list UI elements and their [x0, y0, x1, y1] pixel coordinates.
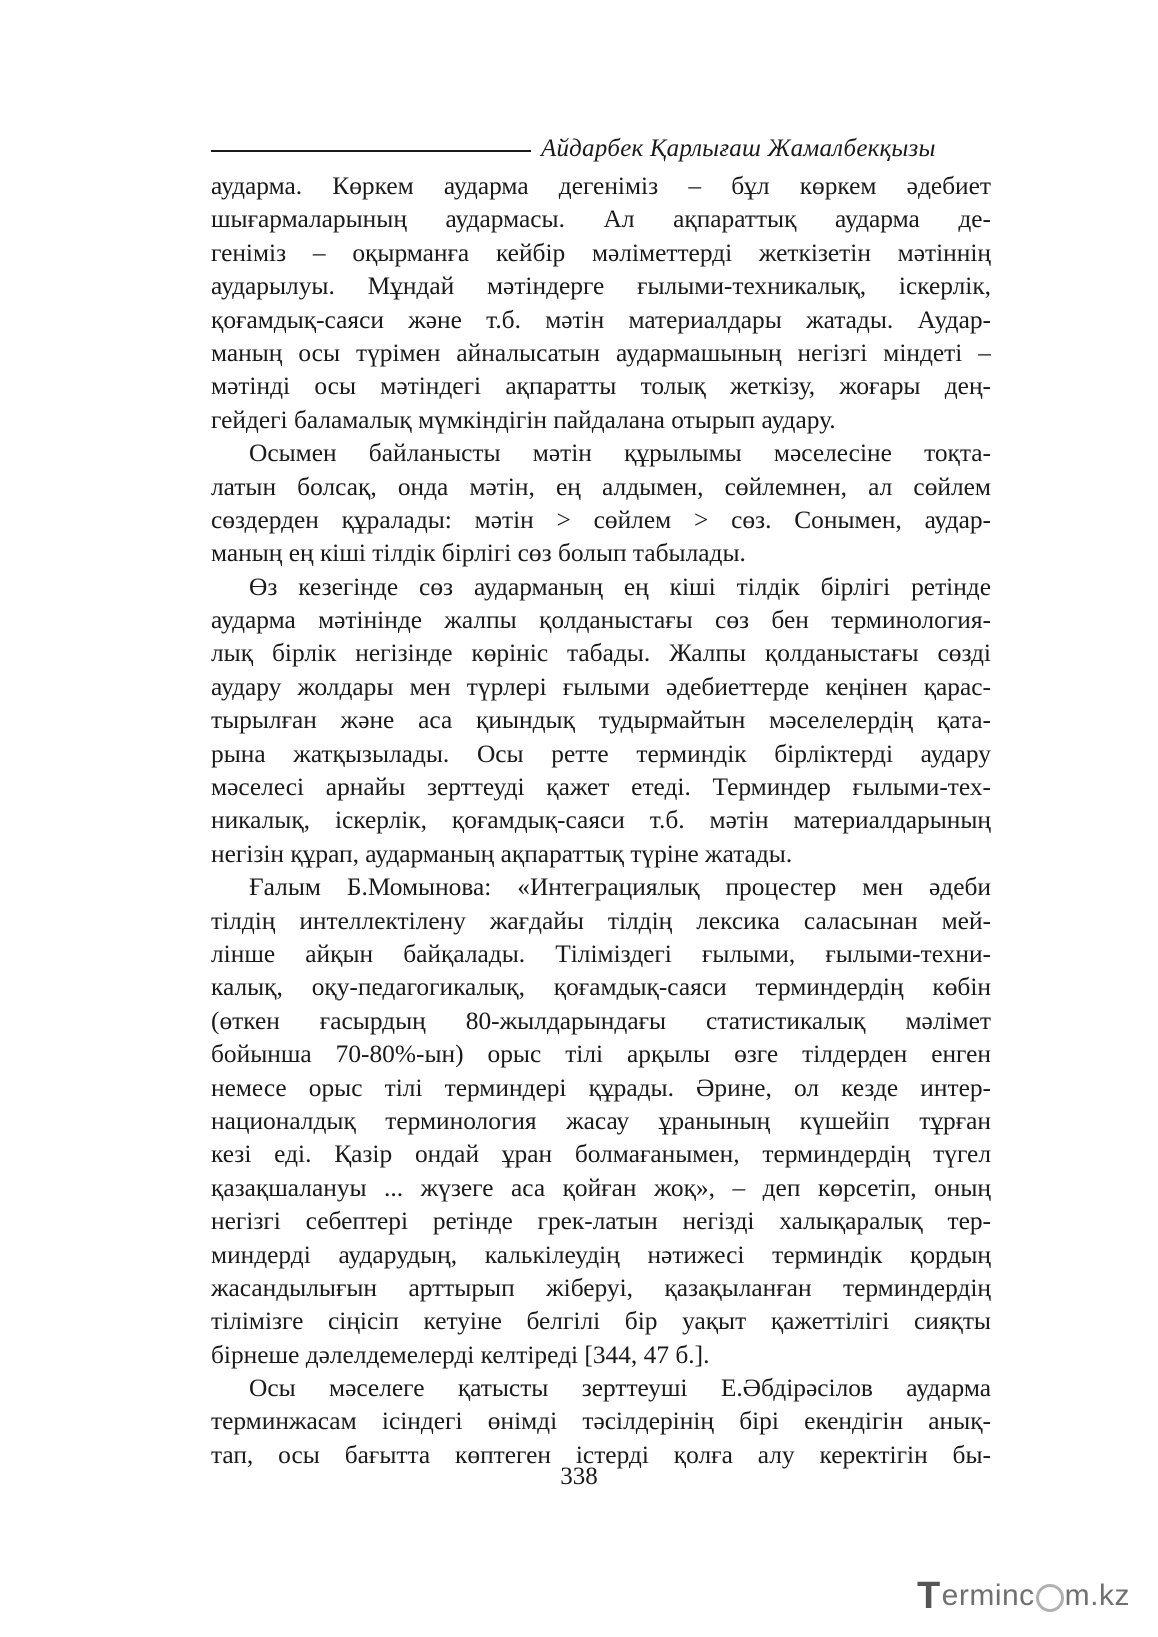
watermark-suffix: m.kz: [1064, 1579, 1130, 1612]
text-line: лық бірлік негізінде көрініс табады. Жалпы қолданыстағы сөзді: [211, 639, 991, 668]
paragraph: [211, 871, 991, 1372]
text-line: аударма мәтінінде жалпы қолданыстағы сөз бен терминология-: [211, 606, 991, 635]
watermark-middle: erminc: [941, 1579, 1035, 1612]
text-line: бірнеше дәлелдемелерді келтіреді [344, 47 б.].: [211, 1340, 710, 1369]
text-line: латын болсақ, онда мәтін, ең алдымен, сөйлемнен, ал сөйлем: [211, 472, 991, 501]
text-line: сөздерден құралады: мәтін > сөйлем > сөз. Сонымен, аудар-: [211, 505, 991, 534]
page-number: 338: [560, 1463, 598, 1490]
text-line: рына жатқызылады. Осы ретте терминдік бірліктерді аудару: [211, 739, 991, 768]
text-line: маның ең кіші тілдік бірлігі сөз болып табылады.: [211, 539, 746, 568]
paragraph: [211, 1372, 991, 1472]
circle-icon: [1036, 1584, 1064, 1612]
text-line: жасандылығын арттырып жіберуі, қазақыланған терминдердің: [211, 1273, 991, 1302]
text-line: гейдегі баламалық мүмкіндігін пайдалана отырып аудару.: [211, 405, 836, 434]
text-line: тілімізге сіңісіп кетуіне белгілі бір уақыт қажеттілігі сияқты: [211, 1307, 991, 1336]
text-line: тап, осы бағытта көптеген істерді қолға алу керектігін бы-: [211, 1440, 991, 1469]
text-line: лінше айқын байқалады. Тіліміздегі ғылыми, ғылыми-техни-: [211, 939, 991, 968]
watermark-prefix: T: [916, 1574, 941, 1617]
text-line: шығармаларының аудармасы. Ал ақпараттық аударма де-: [211, 205, 991, 234]
paragraph: [211, 437, 991, 571]
text-line: тырылған және аса қиындық тудырмайтын мәселелердің қата-: [211, 706, 991, 735]
text-line: Ғалым Б.Момынова: «Интеграциялық процестер мен әдеби: [249, 873, 991, 902]
text-line: маның осы түрімен айналысатын аудармашының негізгі міндеті –: [211, 338, 991, 367]
text-line: қоғамдық-саяси және т.б. мәтін материалдары жатады. Аудар-: [211, 305, 991, 334]
text-line: никалық, іскерлік, қоғамдық-саяси т.б. мәтін материалдарының: [211, 806, 991, 835]
text-line: Осымен байланысты мәтін құрылымы мәселесіне тоқта-: [249, 439, 991, 468]
text-line: бойынша 70-80%-ын) орыс тілі арқылы өзге тілдерден енген: [211, 1040, 991, 1069]
text-line: негізгі себептері ретінде грек-латын негізді халықаралық тер-: [211, 1207, 991, 1236]
text-line: аударылуы. Мұндай мәтіндерге ғылыми-техникалық, іскерлік,: [211, 272, 991, 301]
text-line: националдық терминология жасау ұранының күшейіп тұрған: [211, 1106, 991, 1135]
watermark-logo: [917, 1573, 1130, 1619]
paragraph: [211, 571, 991, 872]
header-author: Айдарбек Қарлығаш Жамалбекқызы: [541, 135, 936, 162]
text-line: терминжасам ісіндегі өнімді тәсілдерінің бірі екендігін анық-: [211, 1407, 991, 1436]
header-rule: [211, 150, 531, 152]
text-line: аудару жолдары мен түрлері ғылыми әдебиеттерде кеңінен қарас-: [211, 672, 991, 701]
text-line: қазақшалануы ... жүзеге аса қойған жоқ», – деп көрсетіп, оның: [211, 1173, 991, 1202]
text-line: мәселесі арнайы зерттеуді қажет етеді. Терминдер ғылыми-тех-: [211, 773, 991, 802]
running-header: [211, 129, 991, 169]
body-text: [211, 170, 991, 1472]
text-line: немесе орыс тілі терминдері құрады. Әрине, ол кезде интер-: [211, 1073, 991, 1102]
text-line: калық, оқу-педагогикалық, қоғамдық-саяси терминдердің көбін: [211, 973, 991, 1002]
text-line: геніміз – оқырманға кейбір мәліметтерді жеткізетін мәтіннің: [211, 238, 991, 267]
text-line: тілдің интеллектілену жағдайы тілдің лексика саласынан мей-: [211, 906, 991, 935]
paragraph: [211, 170, 991, 437]
text-line: мәтінді осы мәтіндегі ақпаратты толық жеткізу, жоғары дең-: [211, 372, 991, 401]
text-line: (өткен ғасырдың 80-жылдарындағы статистикалық мәлімет: [211, 1006, 991, 1035]
text-line: негізін құрап, аударманың ақпараттық түріне жатады.: [211, 839, 793, 868]
text-line: Өз кезегінде сөз аударманың ең кіші тілдік бірлігі ретінде: [249, 572, 991, 601]
text-line: Осы мәселеге қатысты зерттеуші Е.Әбдірәсілов аударма: [249, 1374, 991, 1403]
text-line: миндерді аударудың, калькілеудің нәтижесі терминдік қордың: [211, 1240, 991, 1269]
text-line: кезі еді. Қазір ондай ұран болмағанымен, терминдердің түгел: [211, 1140, 991, 1169]
text-line: аударма. Көркем аударма дегеніміз – бұл көркем әдебиет: [211, 172, 991, 200]
